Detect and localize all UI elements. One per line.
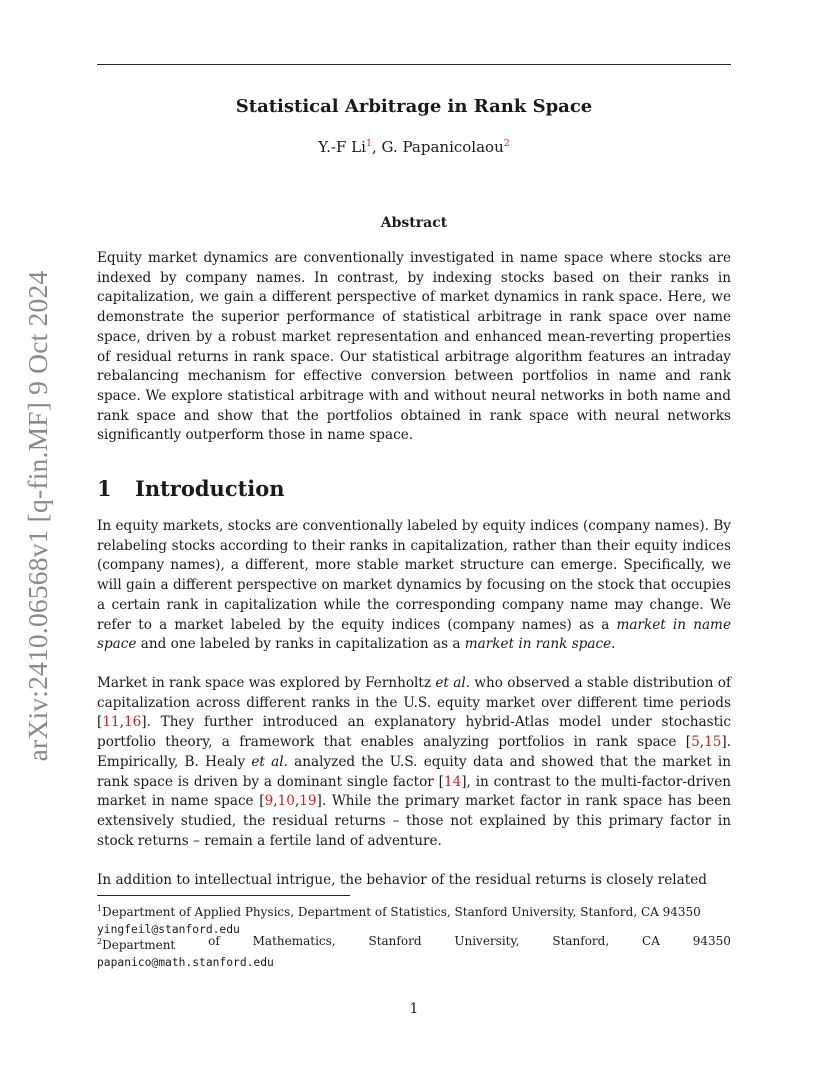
author-list (97, 138, 731, 156)
affiliation-mark-2[interactable]: 2 (503, 138, 510, 149)
footnote-2 (97, 933, 731, 971)
abstract-text: Equity market dynamics are conventionally investigated in name space where stocks are indexed by company names. In contrast, by indexing stocks based on their ranks in capitalization, we gain a different perspective of market dynamics in rank space. Here, we demonstrate the superior performance of statistical arbitrage in rank space over name space, driven by a robust market representation and enhanced mean-reverting properties of residual returns in rank space. Our statistical arbitrage algorithm features an intraday rebalancing mechanism for effective conversion between portfolios in name and rank space. We explore statistical arbitrage with and without neural networks in both name and rank space and show that the portfolios obtained in rank space with neural networks significantly outperform those in name space. (97, 250, 731, 444)
citation-link[interactable]: 16 (123, 714, 142, 731)
author-2: G. Papanicolaou (381, 138, 504, 156)
emphasis-et-al: et al. (435, 675, 470, 691)
abstract-heading: Abstract (380, 215, 448, 231)
section-heading (97, 476, 285, 501)
footnote-2-email[interactable]: papanico@math.stanford.edu (97, 956, 274, 969)
author-separator: , (371, 138, 382, 156)
footnote-mark: 1 (97, 904, 103, 913)
text-run: analyzed the U.S. equity data and showed that the market in rank space is driven by a dominant single factor [ (97, 753, 732, 790)
footnote-word: Stanford (368, 934, 422, 948)
emphasis-et-al: et al. (251, 753, 288, 770)
footnote-word: 94350 (692, 934, 731, 948)
text-run: and one labeled by ranks in capitalization as a (136, 636, 465, 653)
citation-link[interactable]: 15 (704, 734, 722, 751)
arxiv-id: arXiv:2410.06568v1 [q-fin.MF] 9 Oct 2024 (22, 270, 53, 762)
intro-paragraph-1 (97, 517, 731, 655)
text-run: ]. Empirically, B. Healy (97, 734, 731, 770)
emphasis-name-space: market in name space (97, 616, 731, 653)
footnote-1-affiliation (97, 900, 731, 921)
page-number: 1 (409, 1001, 419, 1017)
footnote-mark: 2 (97, 937, 103, 946)
citation-link[interactable]: 14 (443, 773, 462, 790)
citation-link[interactable]: 9 (264, 793, 274, 810)
footnote-word-text: Department (102, 938, 176, 952)
footnote-word: Mathematics, (252, 934, 336, 948)
footnote-1-email[interactable]: yingfeil@stanford.edu (97, 923, 240, 936)
header-rule (97, 64, 731, 65)
footnote-text: Department of Applied Physics, Department of Statistics, Stanford University, Stanford, CA 94350 (102, 905, 701, 919)
intro-paragraph-3: In addition to intellectual intrigue, the behavior of the residual returns is closely related (97, 872, 707, 888)
section-number: 1 (97, 476, 112, 501)
citation-link[interactable]: 10 (277, 793, 295, 810)
author-1: Y.-F Li (318, 138, 366, 156)
footnote-word: of (208, 934, 220, 948)
text-run: , (699, 734, 705, 751)
text-run: , (273, 793, 278, 810)
footnote-word: University, (454, 934, 520, 948)
intro-paragraph-2 (97, 674, 731, 851)
text-run: ]. They further introduced an explanatory hybrid-Atlas model under stochastic portfolio theory, a framework that enables analyzing portfolios in rank space [ (97, 714, 731, 751)
emphasis-rank-space: market in rank space (464, 636, 612, 653)
text-run: , (119, 714, 124, 731)
text-run: Market in rank space was explored by Fernholtz (97, 675, 436, 691)
citation-link[interactable]: 11 (102, 714, 120, 731)
text-run: ]. While the primary market factor in rank space has been extensively studied, the residual returns – those not explained by this primary factor in stock returns – remain a fertile land of adventure. (97, 793, 731, 849)
citation-link[interactable]: 19 (299, 793, 317, 810)
citation-link[interactable]: 5 (691, 734, 700, 751)
section-title: Introduction (135, 476, 285, 501)
text-run: In equity markets, stocks are conventionally labeled by equity indices (company names). By relabeling stocks according to their ranks in capitalization, rather than their equity indices (company names), a different, more stable market structure can emerge. Specifically, we will gain a different perspective on market dynamics by focusing on the stock that occupies a certain rank in capitalization while the corresponding company name may change. We refer to a market labeled by the equity indices (company names) as a (97, 518, 731, 633)
text-run: , (294, 793, 300, 810)
footnote-word (97, 933, 175, 954)
text-run: . (611, 636, 616, 653)
footnote-word: Stanford, (552, 934, 610, 948)
footnote-word: CA (642, 934, 660, 948)
text-run: who observed a stable distribution of capitalization across different ranks in the U.S. equity market over different time periods [ (97, 675, 731, 731)
footnote-rule (97, 895, 350, 896)
affiliation-mark-1[interactable]: 1 (365, 138, 372, 149)
text-run: ], in contrast to the multi-factor-driven market in name space [ (97, 773, 731, 810)
footnote-2-affiliation (97, 933, 731, 954)
paper-title: Statistical Arbitrage in Rank Space (235, 96, 593, 117)
